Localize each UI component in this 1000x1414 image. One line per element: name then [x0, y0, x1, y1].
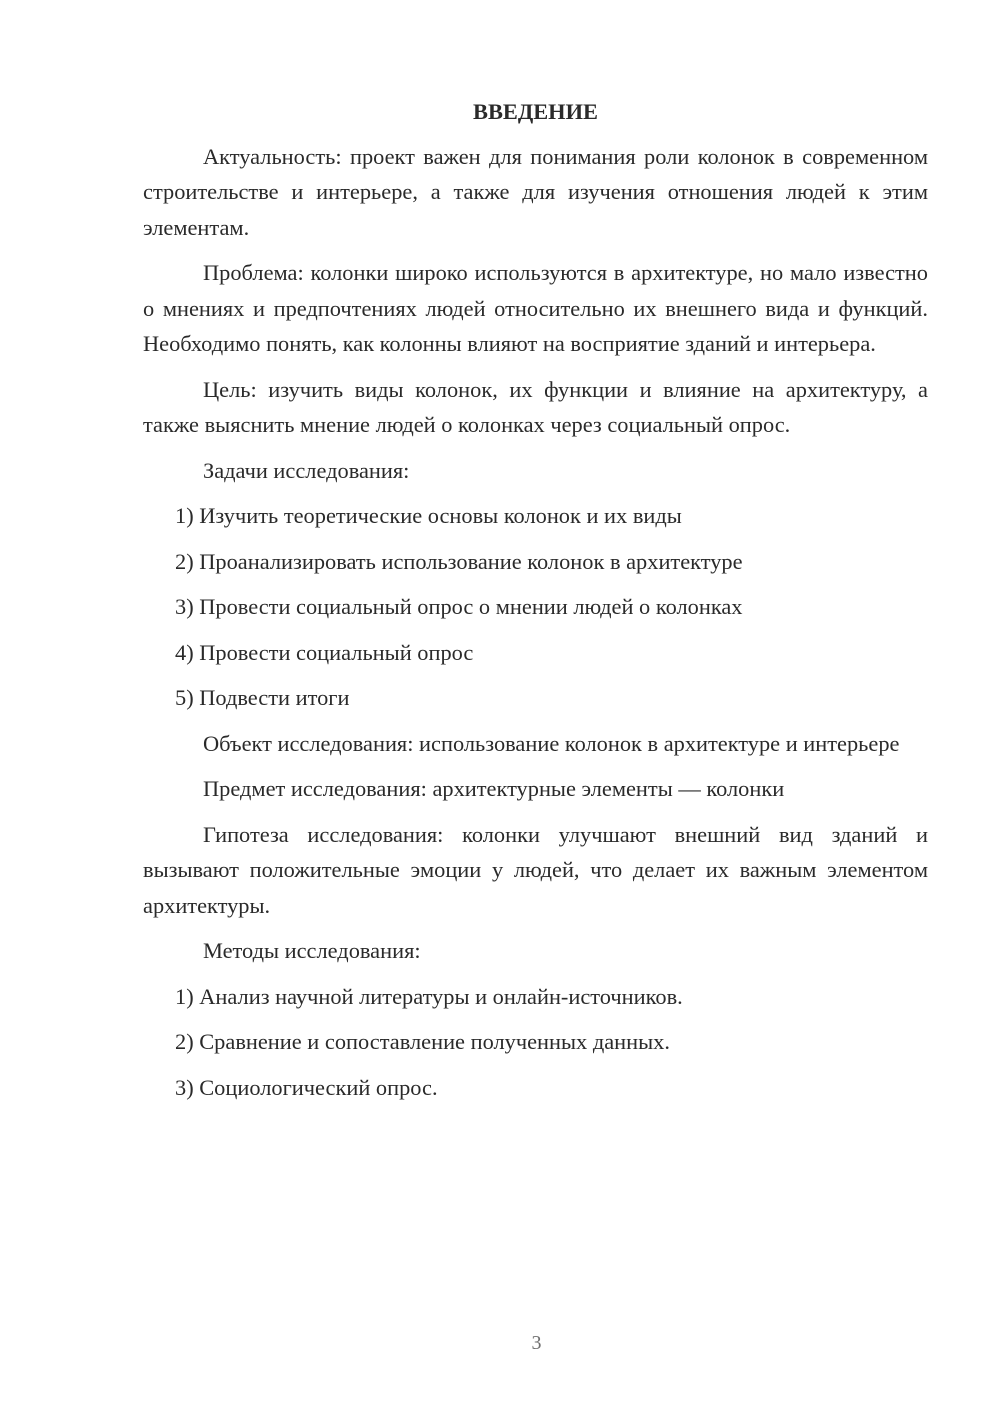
relevance-paragraph: Актуальность: проект важен для понимания роли колонок в современном строительстве и интерьере, а также для изучения отношения людей к этим элементам.	[143, 143, 928, 240]
tasks-title: Задачи исследования:	[203, 457, 410, 483]
page-content	[143, 94, 928, 1115]
subject-paragraph: Предмет исследования: архитектурные элементы — колонки	[203, 776, 785, 801]
page-number: 3	[531, 1332, 542, 1354]
task-item: 5) Подвести итоги	[175, 685, 350, 710]
goal-paragraph: Цель: изучить виды колонок, их функции и влияние на архитектуру, а также выяснить мнение людей о колонках через социальный опрос.	[143, 376, 928, 437]
task-item: 3) Провести социальный опрос о мнении людей о колонках	[175, 594, 743, 619]
task-item: 1) Изучить теоретические основы колонок и их виды	[175, 503, 682, 528]
method-item: 3) Социологический опрос.	[175, 1074, 438, 1100]
task-item: 4) Провести социальный опрос	[175, 639, 474, 665]
method-item: 2) Сравнение и сопоставление полученных данных.	[175, 1029, 670, 1054]
method-item: 1) Анализ научной литературы и онлайн-источников.	[175, 983, 683, 1009]
problem-paragraph: Проблема: колонки широко используются в архитектуре, но мало известно о мнениях и предпочтениях людей относительно их внешнего вида и функций. Необходимо понять, как колонны влияют на восприятие зданий и интерьера.	[143, 260, 928, 356]
section-heading: ВВЕДЕНИЕ	[473, 99, 598, 124]
task-item: 2) Проанализировать использование колонок в архитектуре	[175, 548, 743, 574]
object-paragraph: Объект исследования: использование колонок в архитектуре и интерьере	[203, 730, 900, 756]
hypothesis-paragraph: Гипотеза исследования: колонки улучшают внешний вид зданий и вызывают положительные эмоции у людей, что делает их важным элементом архитектуры.	[143, 821, 928, 918]
methods-title: Методы исследования:	[203, 938, 421, 963]
